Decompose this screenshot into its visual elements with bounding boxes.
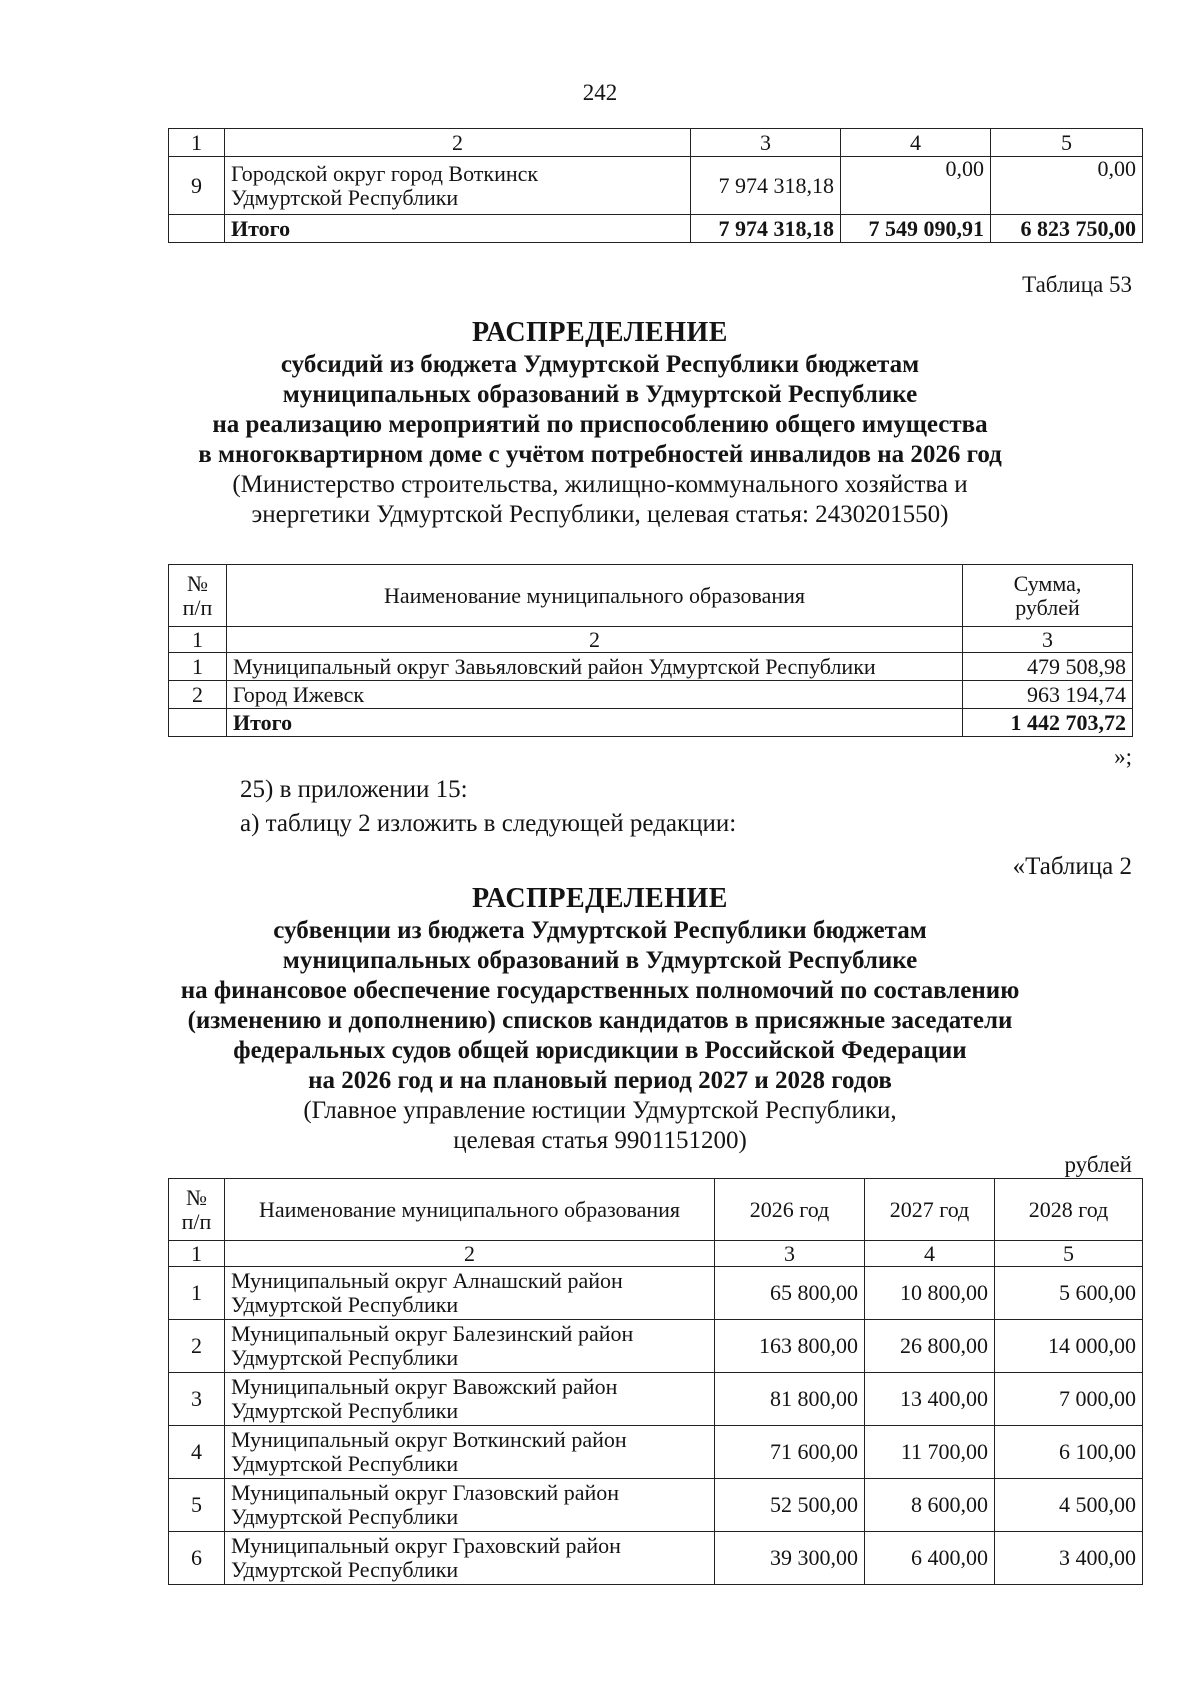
table2 [168, 1178, 1143, 1585]
table-row [169, 1532, 1143, 1585]
table53-subtitle-line: в многоквартирном доме с учётом потребностей инвалидов на 2026 год [198, 440, 1002, 468]
total-value: 1 442 703,72 [963, 709, 1133, 737]
table-header-row [169, 1179, 1143, 1241]
table-row [169, 1426, 1143, 1479]
empty-cell [169, 215, 225, 243]
header-num-line: № [186, 1184, 207, 1210]
row-number: 1 [169, 653, 227, 681]
total-value-2026: 7 974 318,18 [691, 215, 841, 243]
header-sum-line: Сумма, [1013, 570, 1082, 596]
total-value-2027: 7 549 090,91 [841, 215, 991, 243]
row-number: 2 [169, 681, 227, 709]
table53-label: Таблица 53 [1022, 272, 1132, 297]
col-number-cell: 5 [995, 1241, 1143, 1267]
row-value-2027: 8 600,00 [865, 1479, 995, 1532]
row-value-2027: 0,00 [841, 157, 991, 215]
row-name-line: Городской округ город Воткинск [231, 160, 539, 186]
row-value-2026: 7 974 318,18 [691, 157, 841, 215]
row-name-line: Удмуртской Республики [231, 1292, 459, 1317]
empty-cell [169, 709, 227, 737]
row-value-2028: 6 100,00 [995, 1426, 1143, 1479]
header-2027: 2027 год [865, 1179, 995, 1241]
row-value-2028: 0,00 [991, 157, 1143, 215]
table53-note-line: энергетики Удмуртской Республики, целевая статья: 2430201550) [251, 500, 949, 528]
table2-heading [0, 882, 1200, 1156]
row-name-line: Муниципальный округ Балезинский район [231, 1321, 634, 1347]
row-name: Город Ижевск [227, 681, 963, 709]
total-row [169, 709, 1133, 737]
column-numbers-row [169, 627, 1133, 653]
table2-subtitle-line: муниципальных образований в Удмуртской Республике [282, 946, 918, 974]
continuation-table [168, 128, 1143, 243]
table53-subtitle-line: субсидий из бюджета Удмуртской Республики бюджетам [280, 350, 920, 378]
header-2028: 2028 год [995, 1179, 1143, 1241]
row-name-line: Удмуртской Республики [231, 1398, 459, 1423]
amendment-subitem: а) таблицу 2 изложить в следующей редакции: [240, 810, 737, 837]
row-value-2026: 163 800,00 [715, 1320, 865, 1373]
col-number-cell: 4 [865, 1241, 995, 1267]
table2-title: РАСПРЕДЕЛЕНИЕ [472, 883, 728, 914]
table2-note-line: (Главное управление юстиции Удмуртской Республики, [303, 1096, 897, 1124]
table2-subtitle-line: субвенции из бюджета Удмуртской Республики бюджетам [273, 916, 927, 944]
row-name-line: Удмуртской Республики [231, 1504, 459, 1529]
row-value-2027: 11 700,00 [865, 1426, 995, 1479]
row-value-2027: 10 800,00 [865, 1267, 995, 1320]
col-number-cell: 2 [225, 129, 691, 157]
table2-note-line: целевая статья 9901151200) [453, 1126, 747, 1154]
row-name [225, 1267, 715, 1320]
table2-subtitle-line: на финансовое обеспечение государственных полномочий по составлению [180, 976, 1020, 1004]
row-name [225, 157, 691, 215]
row-number: 6 [169, 1532, 225, 1585]
table53 [168, 564, 1133, 737]
row-value-2027: 26 800,00 [865, 1320, 995, 1373]
row-value-2026: 81 800,00 [715, 1373, 865, 1426]
row-value: 479 508,98 [963, 653, 1133, 681]
row-value-2028: 4 500,00 [995, 1479, 1143, 1532]
total-row [169, 215, 1143, 243]
table-header-row [169, 565, 1133, 627]
row-number: 4 [169, 1426, 225, 1479]
header-sum-line: рублей [1015, 594, 1080, 620]
total-label: Итого [227, 709, 963, 737]
col-number-cell: 3 [691, 129, 841, 157]
row-name-line: Удмуртской Республики [231, 184, 459, 210]
table-row [169, 1479, 1143, 1532]
row-value-2027: 13 400,00 [865, 1373, 995, 1426]
closing-quote: »; [1114, 744, 1132, 769]
col-number-cell: 4 [841, 129, 991, 157]
row-number: 1 [169, 1267, 225, 1320]
row-value-2027: 6 400,00 [865, 1532, 995, 1585]
table2-subtitle-line: на 2026 год и на плановый период 2027 и 2028 годов [308, 1066, 892, 1094]
table-row [169, 1267, 1143, 1320]
page-number: 242 [582, 80, 618, 105]
table-header-row [169, 129, 1143, 157]
header-name: Наименование муниципального образования [225, 1179, 715, 1241]
row-number: 5 [169, 1479, 225, 1532]
row-name [225, 1426, 715, 1479]
header-num-line: п/п [181, 1208, 212, 1234]
row-number: 2 [169, 1320, 225, 1373]
row-name [225, 1532, 715, 1585]
col-number-cell: 3 [715, 1241, 865, 1267]
table53-subtitle-line: на реализацию мероприятий по приспособлению общего имущества [212, 410, 988, 438]
amendment-item: 25) в приложении 15: [240, 776, 468, 803]
header-name: Наименование муниципального образования [227, 565, 963, 627]
row-name-line: Удмуртской Республики [231, 1557, 459, 1582]
col-number-cell: 3 [963, 627, 1133, 653]
header-2026: 2026 год [715, 1179, 865, 1241]
col-number-cell: 2 [227, 627, 963, 653]
column-numbers-row [169, 1241, 1143, 1267]
row-value-2026: 71 600,00 [715, 1426, 865, 1479]
col-number-cell: 1 [169, 1241, 225, 1267]
header-sum [963, 565, 1133, 627]
table-row [169, 1320, 1143, 1373]
table-row [169, 1373, 1143, 1426]
row-name-line: Удмуртской Республики [231, 1451, 459, 1476]
row-name-line: Муниципальный округ Воткинский район [231, 1427, 627, 1453]
header-num-line: № [187, 570, 208, 596]
col-number-cell: 2 [225, 1241, 715, 1267]
header-num-line: п/п [182, 594, 213, 620]
table53-heading [0, 316, 1200, 530]
row-value-2028: 7 000,00 [995, 1373, 1143, 1426]
row-number: 9 [169, 157, 225, 215]
row-value-2028: 14 000,00 [995, 1320, 1143, 1373]
row-number: 3 [169, 1373, 225, 1426]
row-value-2026: 65 800,00 [715, 1267, 865, 1320]
header-num [169, 565, 227, 627]
table2-label: «Таблица 2 [1012, 853, 1132, 880]
row-name-line: Муниципальный округ Граховский район [231, 1533, 621, 1559]
table53-title: РАСПРЕДЕЛЕНИЕ [472, 317, 728, 348]
total-value-2028: 6 823 750,00 [991, 215, 1143, 243]
table-row [169, 681, 1133, 709]
row-name-line: Муниципальный округ Алнашский район [231, 1268, 623, 1294]
row-value: 963 194,74 [963, 681, 1133, 709]
table2-subtitle-line: (изменению и дополнению) списков кандидатов в присяжные заседатели [187, 1006, 1013, 1034]
row-value-2026: 52 500,00 [715, 1479, 865, 1532]
header-num [169, 1179, 225, 1241]
col-number-cell: 1 [169, 627, 227, 653]
table-row [169, 157, 1143, 215]
row-name-line: Удмуртской Республики [231, 1345, 459, 1370]
row-value-2028: 5 600,00 [995, 1267, 1143, 1320]
row-name [225, 1373, 715, 1426]
col-number-cell: 5 [991, 129, 1143, 157]
table53-subtitle-line: муниципальных образований в Удмуртской Республике [282, 380, 918, 408]
row-name-line: Муниципальный округ Вавожский район [231, 1374, 618, 1400]
row-name-line: Муниципальный округ Глазовский район [231, 1480, 620, 1506]
table53-note-line: (Министерство строительства, жилищно-коммунального хозяйства и [232, 470, 968, 498]
table2-unit: рублей [1064, 1152, 1132, 1177]
row-value-2026: 39 300,00 [715, 1532, 865, 1585]
row-value-2028: 3 400,00 [995, 1532, 1143, 1585]
row-name [225, 1320, 715, 1373]
row-name: Муниципальный округ Завьяловский район Удмуртской Республики [227, 653, 963, 681]
table2-subtitle-line: федеральных судов общей юрисдикции в Российской Федерации [233, 1036, 967, 1064]
total-label: Итого [225, 215, 691, 243]
col-number-cell: 1 [169, 129, 225, 157]
row-name [225, 1479, 715, 1532]
table-row [169, 653, 1133, 681]
